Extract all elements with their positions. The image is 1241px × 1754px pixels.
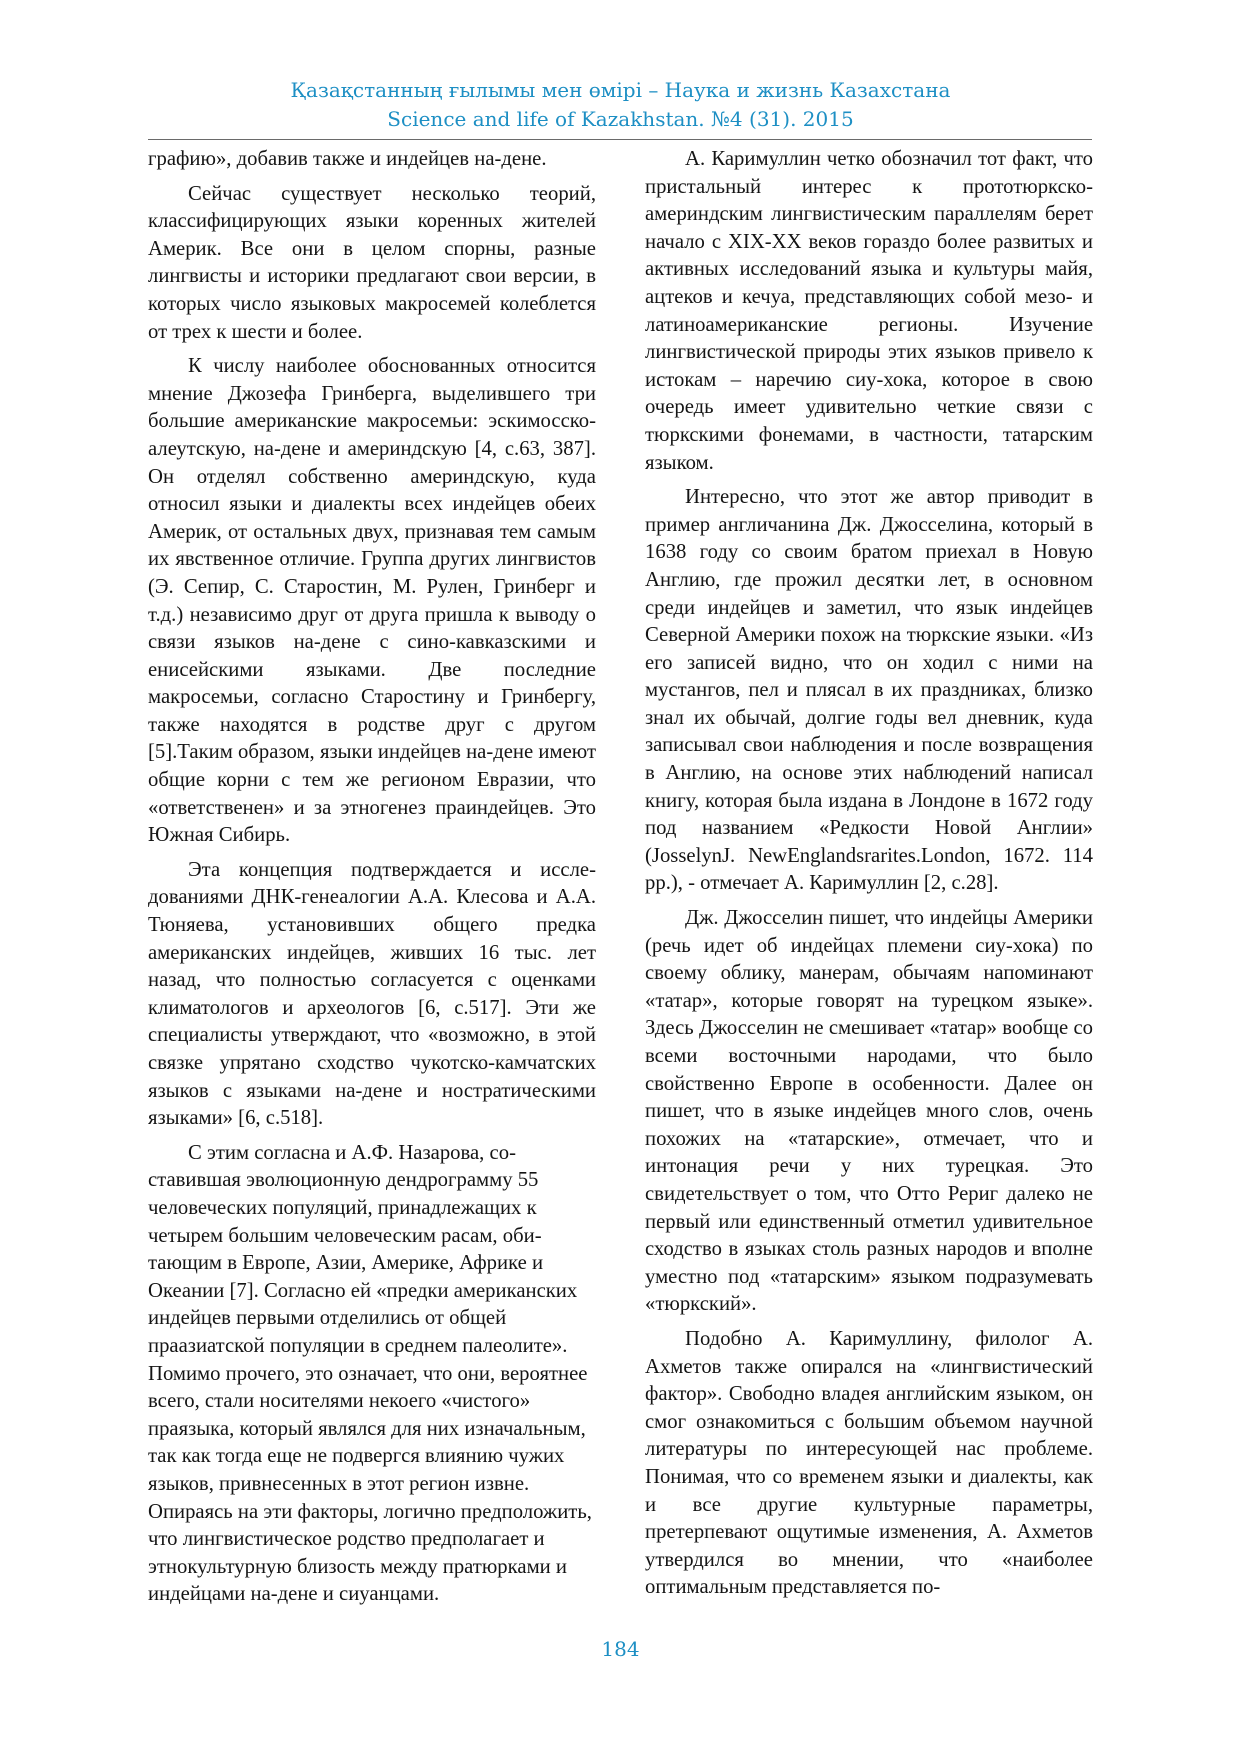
- page-number: 184: [601, 1637, 640, 1661]
- header-rule: [148, 139, 1092, 140]
- journal-title-kazakh-russian: Қазақстанның ғылымы мен өмірі – Наука и жизнь Казахстана: [290, 78, 951, 102]
- paragraph: С этим согласна и А.Ф. Назарова, составившая эволюционную дендрограмму 55 человеческих популяций, принадлежащих к четырем большим человеческим расам, обитающим в Европе, Азии, Америке, Африке и Океании [7]. Согласно ей «предки американских индейцев первыми отделились от общей праазиатской популяции в среднем палеолите». Помимо прочего, это означает, что они, вероятнее всего, стали носителями некоего «чистого» праязыка, который являлся для них изначальным, так как тогда еще не подвергся влиянию чужих языков, привнесенных в этот регион извне. Опираясь на эти факторы, логично предположить, что лингвистическое родство предполагает и этнокультурную близость между пратюрками и индейцами на-дене и сиуанцами.: [148, 1141, 592, 1606]
- paragraph: К числу наиболее обоснованных относится мнение Джозефа Гринберга, выделившего три большие американские макросемьи: эскимосско-алеутскую, на-дене и америндскую [4, с.63, 387]. Он отделял собственно америндскую, куда относил языки и диалекты всех индейцев обеих Америк, от остальных двух, признавая тем самым их явственное отличие. Группа других лингвистов (Э. Сепир, С. Старостин, М. Рулен, Гринберг и т.д.) независимо друг от друга пришла к выводу о связи языков на-дене с сино-кавказскими и енисейскими языками. Две последние макросемьи, согласно Старостину и Гринбергу, также находятся в родстве друг с другом [5].Таким образом, языки индейцев на-дене имеют общие корни с тем же регионом Евразии, что «ответственен» и за этногенез праиндейцев. Это Южная Сибирь.: [148, 355, 596, 847]
- paragraph: графию», добавив также и индейцев на-дене.: [148, 148, 547, 170]
- journal-title-english-issue: Science and life of Kazakhstan. №4 (31). 2015: [387, 107, 854, 131]
- left-text-column: [148, 146, 596, 1616]
- right-text-column: [645, 146, 1093, 1609]
- paragraph: А. Каримуллин четко обозначил тот факт, что пристальный интерес к прототюркско-америндским лингвистическим параллелям берет начало с XIX-XX веков гораздо более развитых и активных исследований языка и культуры майя, ацтеков и кечуа, представляющих собой мезо- и латиноамериканские регионы. Изучение лингвистической природы этих языков привело к истокам – наречию сиу-хока, которое в свою очередь имеет удивительно четкие связи с тюркскими фонемами, в частности, татарским языком.: [645, 148, 1093, 474]
- running-header: [0, 76, 1241, 134]
- paragraph: Дж. Джосселин пишет, что индейцы Америки (речь идет об индейцах племени сиу-хока) по своему облику, манерам, обычаям напоминают «татар», которые говорят на турецком языке». Здесь Джосселин не смешивает «татар» вообще со всеми восточными народами, что было свойственно Европе в особенности. Далее он пишет, что в языке индейцев много слов, очень похожих на «татарские», отмечает, что и интонация речи у них турецкая. Это свидетельствует о том, что Отто Рериг далеко не первый или единственный отметил удивительное сходство в языках столь разных народов и вполне уместно под «татарским» языком подразумевать «тюркский».: [645, 907, 1093, 1316]
- paragraph: Подобно А. Каримуллину, филолог А. Ахметов также опирался на «лингвистический фактор». Свободно владея английским языком, он смог ознакомиться с большим объемом научной литературы по интересующей нас проблеме. Понимая, что со временем языки и диалекты, как и все другие культурные параметры, претерпевают ощутимые изменения, А. Ахметов утвердился во мнении, что «наиболее оптимальным представляется по-: [645, 1327, 1093, 1599]
- paragraph: Эта концепция подтверждается и исследованиями ДНК-генеалогии А.А. Клесова и А.А. Тюняева, установивших общего предка американских индейцев, живших 16 тыс. лет назад, что полностью согласуется с оценками климатологов и археологов [6, с.517]. Эти же специалисты утверждают, что «возможно, в этой связке упрятано сходство чукотско-камчатских языков с языками на-дене и ностратическими языками» [6, с.518].: [148, 858, 596, 1130]
- paragraph: Интересно, что этот же автор приводит в пример англичанина Дж. Джосселина, который в 1638 году со своим братом приехал в Новую Англию, где прожил десятки лет, в основном среди индейцев и заметил, что язык индейцев Северной Америки похож на тюркские языки. «Из его записей видно, что он ходил с ними на мустангов, пел и плясал в их праздниках, близко знал их обычай, долгие годы вел дневник, куда записывал свои наблюдения и после возвращения в Англию, на основе этих наблюдений написал книгу, которая была издана в Лондоне в 1672 году под названием «Редкости Новой Англии» (JosselynJ. NewEnglandsrarites.London, 1672. 114 pp.), - отмечает А. Каримуллин [2, с.28].: [645, 486, 1093, 895]
- paragraph: Сейчас существует несколько теорий, классифицирующих языки коренных жителей Америк. Все они в целом спорны, разные лингвисты и историки предлагают свои версии, в которых число языковых макросемей колеблется от трех к шести и более.: [148, 182, 596, 343]
